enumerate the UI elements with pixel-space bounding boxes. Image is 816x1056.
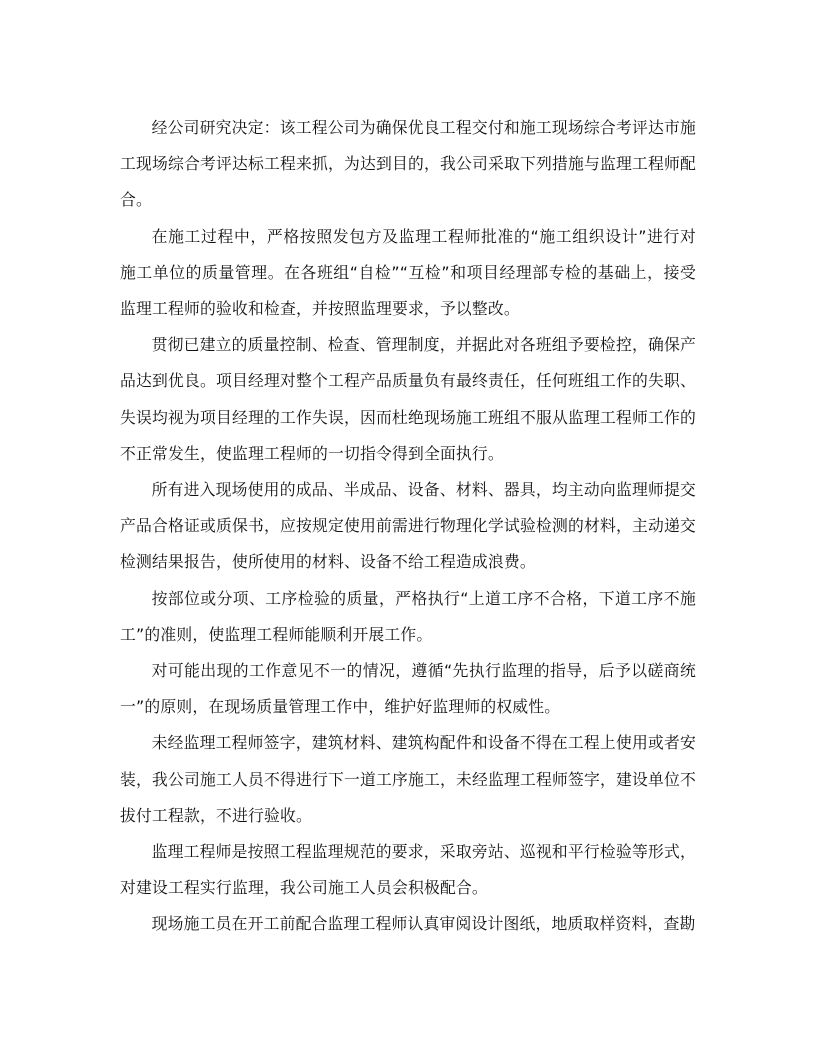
document-body (120, 110, 696, 943)
paragraph: 所有进入现场使用的成品、半成品、设备、材料、器具，均主动向监理师提交产品合格证或质保书，应按规定使用前需进行物理化学试验检测的材料，主动递交检测结果报告，使所使用的材料、设备不给工程造成浪费。 (120, 480, 696, 572)
paragraph: 贯彻已建立的质量控制、检查、管理制度，并据此对各班组予要检控，确保产品达到优良。项目经理对整个工程产品质量负有最终责任，任何班组工作的失职、失误均视为项目经理的工作失误，因而杜绝现场施工班组不服从监理工程师工作的不正常发生，使监理工程师的一切指令得到全面执行。 (120, 335, 696, 463)
paragraph: 未经监理工程师签字，建筑材料、建筑构配件和设备不得在工程上使用或者安装，我公司施工人员不得进行下一道工序施工，未经监理工程师签字，建设单位不拔付工程款，不进行验收。 (120, 733, 696, 825)
paragraph: 监理工程师是按照工程监理规范的要求，采取旁站、巡视和平行检验等形式，对建设工程实行监理，我公司施工人员会积极配合。 (120, 842, 696, 898)
paragraph: 按部位或分项、工序检验的质量，严格执行“上道工序不合格，下道工序不施工”的准则，使监理工程师能顺利开展工作。 (120, 588, 696, 644)
paragraph: 经公司研究决定：该工程公司为确保优良工程交付和施工现场综合考评达市施工现场综合考评达标工程来抓，为达到目的，我公司采取下列措施与监理工程师配合。 (120, 118, 696, 210)
paragraph: 在施工过程中，严格按照发包方及监理工程师批准的“施工组织设计”进行对施工单位的质量管理。在各班组“自检”“互检”和项目经理部专检的基础上，接受监理工程师的验收和检查，并按照监理要求，予以整改。 (120, 226, 696, 319)
paragraph: 现场施工员在开工前配合监理工程师认真审阅设计图纸，地质取样资料，查勘 (151, 914, 696, 934)
paragraph: 对可能出现的工作意见不一的情况，遵循“先执行监理的指导，后予以磋商统一”的原则，在现场质量管理工作中，维护好监理师的权威性。 (120, 661, 696, 717)
